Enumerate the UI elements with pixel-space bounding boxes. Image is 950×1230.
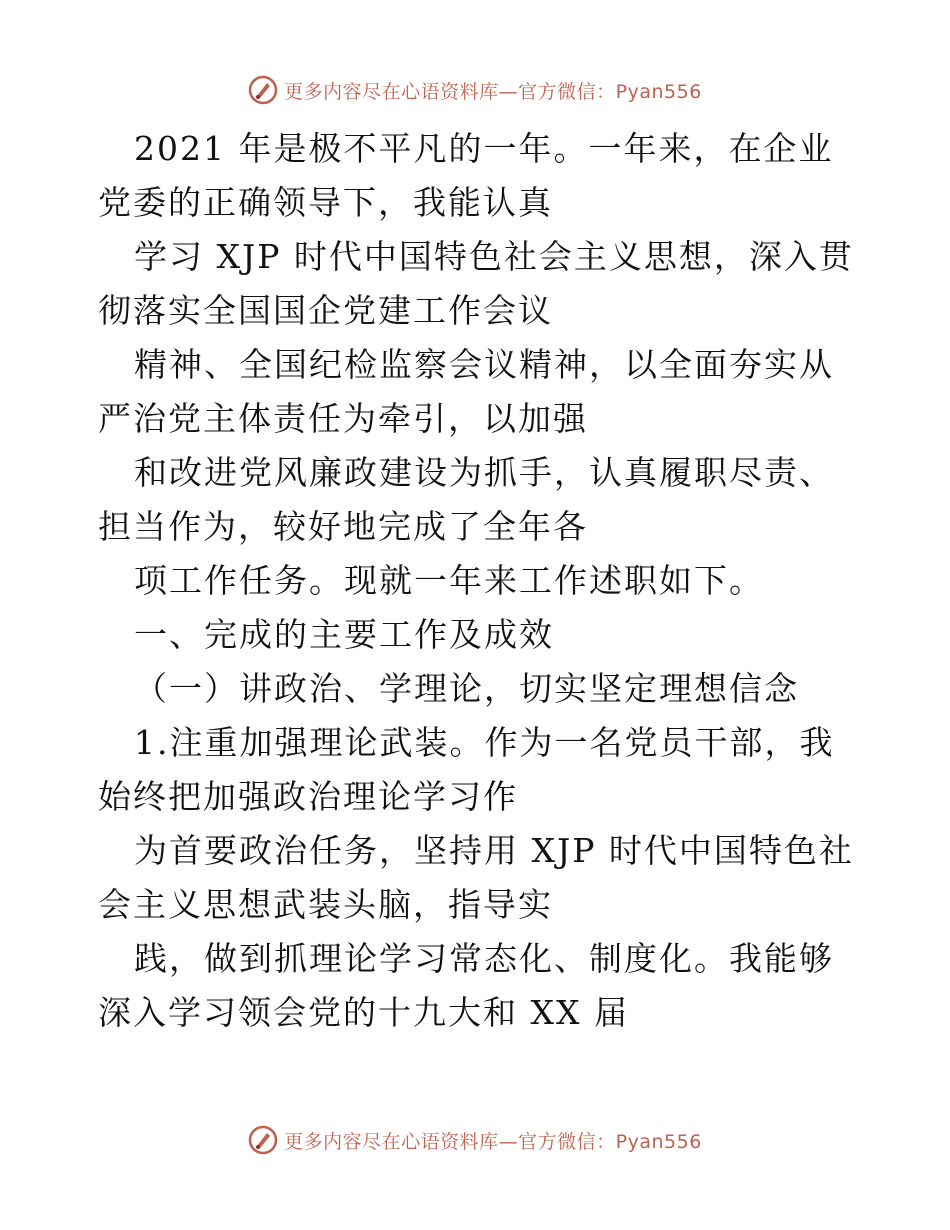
footer-watermark: [0, 1122, 950, 1158]
document-body: [98, 122, 868, 1040]
pen-nib-seal-icon: [248, 75, 278, 105]
watermark-text: 更多内容尽在心语资料库—官方微信：Pyan556: [284, 1130, 702, 1153]
header-watermark: [0, 72, 950, 108]
paragraph: 践，做到抓理论学习常态化、制度化。我能够深入学习领会党的十九大和 XX 届: [98, 939, 834, 1032]
paragraph: 1.注重加强理论武装。作为一名党员干部，我始终把加强政治理论学习作: [98, 723, 835, 816]
watermark-text: 更多内容尽在心语资料库—官方微信：Pyan556: [284, 80, 702, 103]
pen-nib-seal-icon: [248, 1125, 278, 1155]
section-heading: 一、完成的主要工作及成效: [134, 615, 554, 654]
paragraph: 项工作任务。现就一年来工作述职如下。: [134, 561, 764, 600]
paragraph: 精神、全国纪检监察会议精神，以全面夯实从严治党主体责任为牵引，以加强: [98, 345, 834, 438]
paragraph: 为首要政治任务，坚持用 XJP 时代中国特色社会主义思想武装头脑，指导实: [98, 831, 854, 924]
paragraph: 学习 XJP 时代中国特色社会主义思想，深入贯彻落实全国国企党建工作会议: [98, 237, 854, 330]
paragraph: 2021 年是极不平凡的一年。一年来，在企业党委的正确领导下，我能认真: [98, 129, 834, 222]
paragraph: 和改进党风廉政建设为抓手，认真履职尽责、担当作为，较好地完成了全年各: [98, 453, 834, 546]
subsection-heading: （一）讲政治、学理论，切实坚定理想信念: [134, 669, 799, 708]
